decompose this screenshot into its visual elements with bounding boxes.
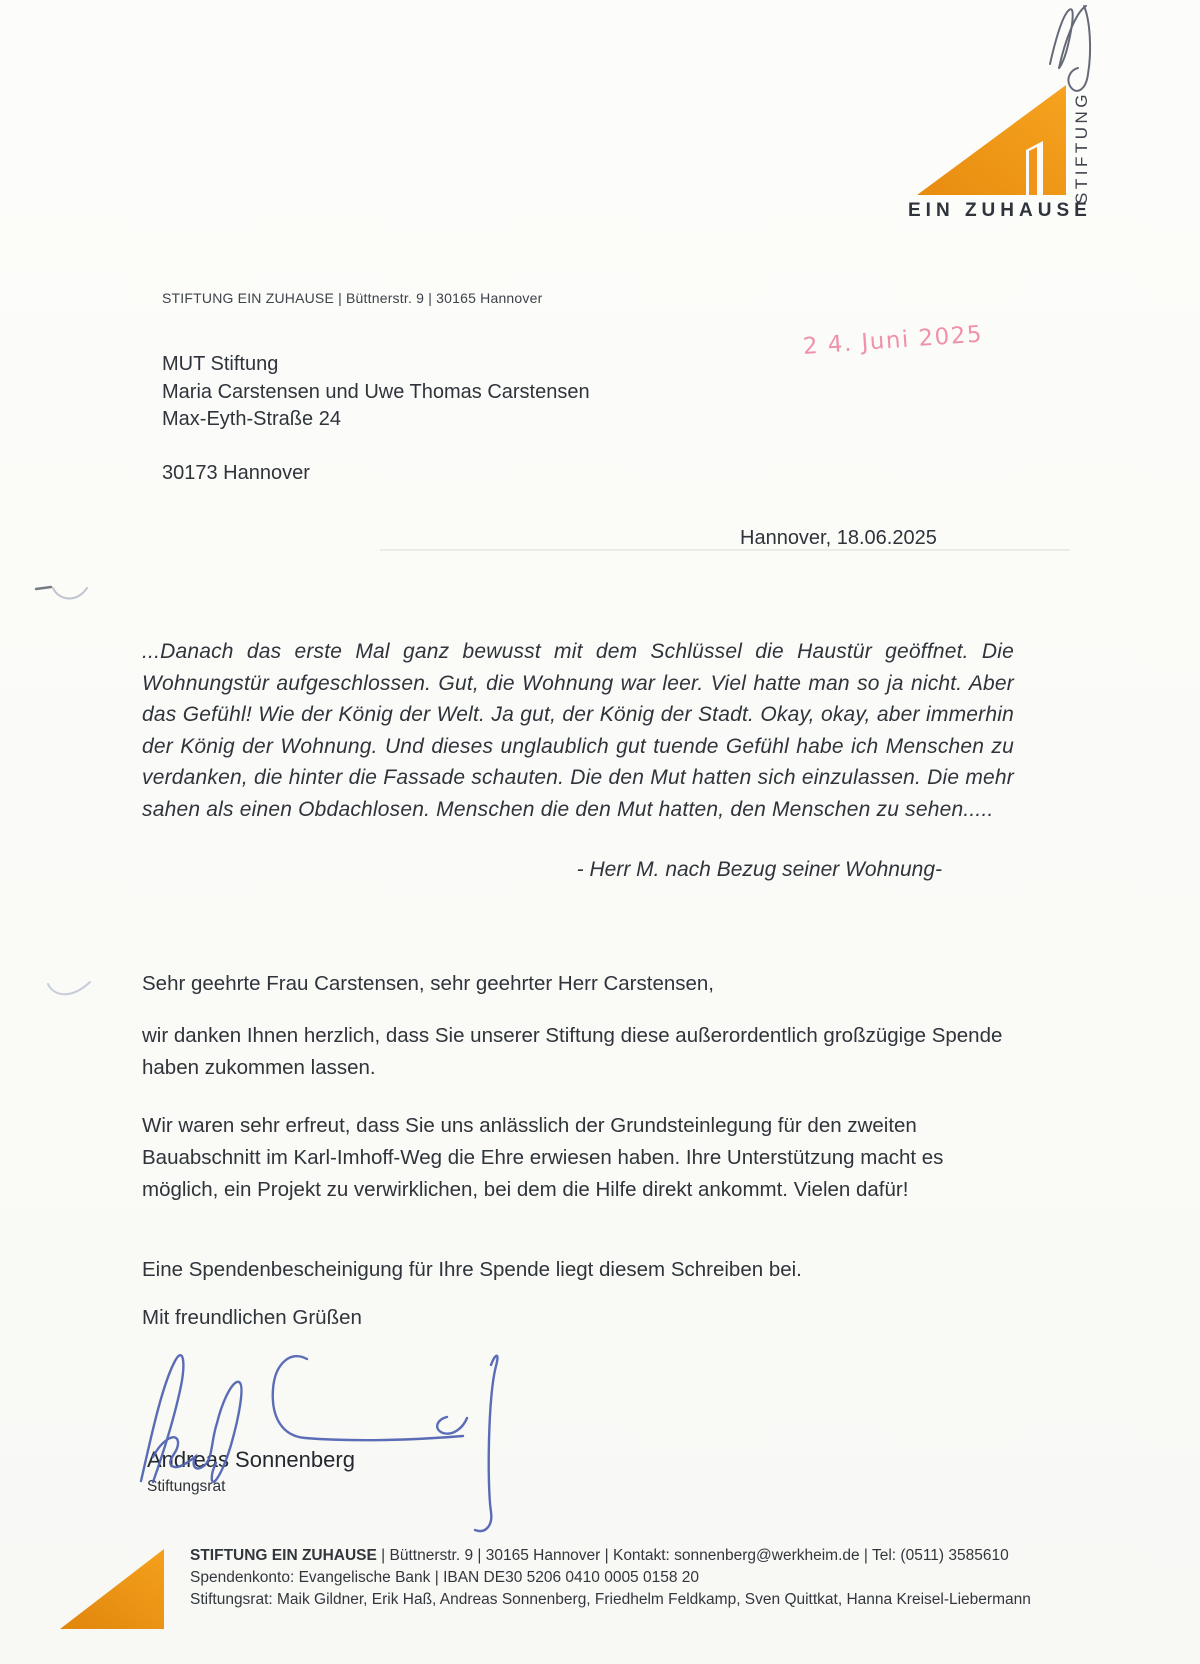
recipient-street: Max-Eyth-Straße 24 <box>162 408 341 430</box>
signer-title: Stiftungsrat <box>147 1478 226 1495</box>
body-paragraph: wir danken Ihnen herzlich, dass Sie unserer Stiftung diese außerordentlich großzügige Spende haben zukommen lassen. <box>142 1024 1003 1079</box>
footer-line-1 <box>190 1545 1180 1567</box>
quote-attribution: - Herr M. nach Bezug seiner Wohnung- <box>576 858 942 881</box>
place-date-line: Hannover, 18.06.2025 <box>740 527 937 549</box>
footer-line-3: Stiftungsrat: Maik Gildner, Erik Haß, Andreas Sonnenberg, Friedhelm Feldkamp, Sven Quittkat, Hanna Kreisel-Liebermann <box>190 1591 1031 1608</box>
testimonial-quote: ...Danach das erste Mal ganz bewusst mit dem Schlüssel die Haustür geöffnet. Die Wohnungstür aufgeschlossen. Gut, die Wohnung war leer. Viel hatte man so ja nicht. Aber das Gefühl! Wie der König der Welt. Ja gut, der König der Stadt. Okay, okay, aber immerhin der König der Wohnung. Und dieses unglaublich gut tuende Gefühl habe ich Menschen zu verdanken, die hinter die Fassade schauten. Die den Mut hatten sich einzulassen. Die mehr sahen als einen Obdachlosen. Menschen die den Mut hatten, den Menschen zu sehen..... <box>142 640 1014 821</box>
signer-name: Andreas Sonnenberg <box>147 1447 355 1472</box>
logo-wordmark: EIN ZUHAUSE <box>908 200 1092 221</box>
salutation: Sehr geehrte Frau Carstensen, sehr geehrter Herr Carstensen, <box>142 972 714 995</box>
fold-mark-icon <box>34 580 96 613</box>
footer-line-2: Spendenkonto: Evangelische Bank | IBAN DE30 5206 0410 0005 0158 20 <box>190 1569 700 1586</box>
recipient-organization: MUT Stiftung <box>162 353 279 375</box>
received-date-stamp: 2 4. Juni 2025 <box>802 321 984 360</box>
footer-contact-block <box>190 1545 1180 1611</box>
logo-triangle-with-door-icon <box>917 85 1066 195</box>
closing-phrase: Mit freundlichen Grüßen <box>142 1306 362 1329</box>
recipient-address-block <box>162 351 590 487</box>
sender-return-address: STIFTUNG EIN ZUHAUSE | Büttnerstr. 9 | 30165 Hannover <box>162 290 543 306</box>
body-paragraph: Eine Spendenbescheinigung für Ihre Spende liegt diesem Schreiben bei. <box>142 1258 802 1281</box>
recipient-names: Maria Carstensen und Uwe Thomas Carstensen <box>162 380 590 403</box>
recipient-city: 30173 Hannover <box>162 461 310 484</box>
footer-org-name: STIFTUNG EIN ZUHAUSE <box>190 1547 377 1564</box>
handwritten-signature <box>125 1335 525 1545</box>
fold-mark-icon <box>44 978 96 1009</box>
scan-artifact-line <box>380 549 1070 551</box>
body-paragraph: Wir waren sehr erfreut, dass Sie uns anlässlich der Grundsteinlegung für den zweiten Bauabschnitt im Karl-Imhoff-Weg die Ehre erwiesen haben. Ihre Unterstützung macht es möglich, ein Projekt zu verwirklichen, bei dem die Hilfe direkt ankommt. Vielen dafür! <box>142 1114 944 1201</box>
footer-contact-details: | Büttnerstr. 9 | 30165 Hannover | Kontakt: sonnenberg@werkheim.de | Tel: (0511) 3585610 <box>376 1547 1009 1564</box>
footer-logo-triangle-icon <box>60 1547 164 1634</box>
logo-stiftung-vertical-text: STIFTUNG <box>1072 91 1091 204</box>
